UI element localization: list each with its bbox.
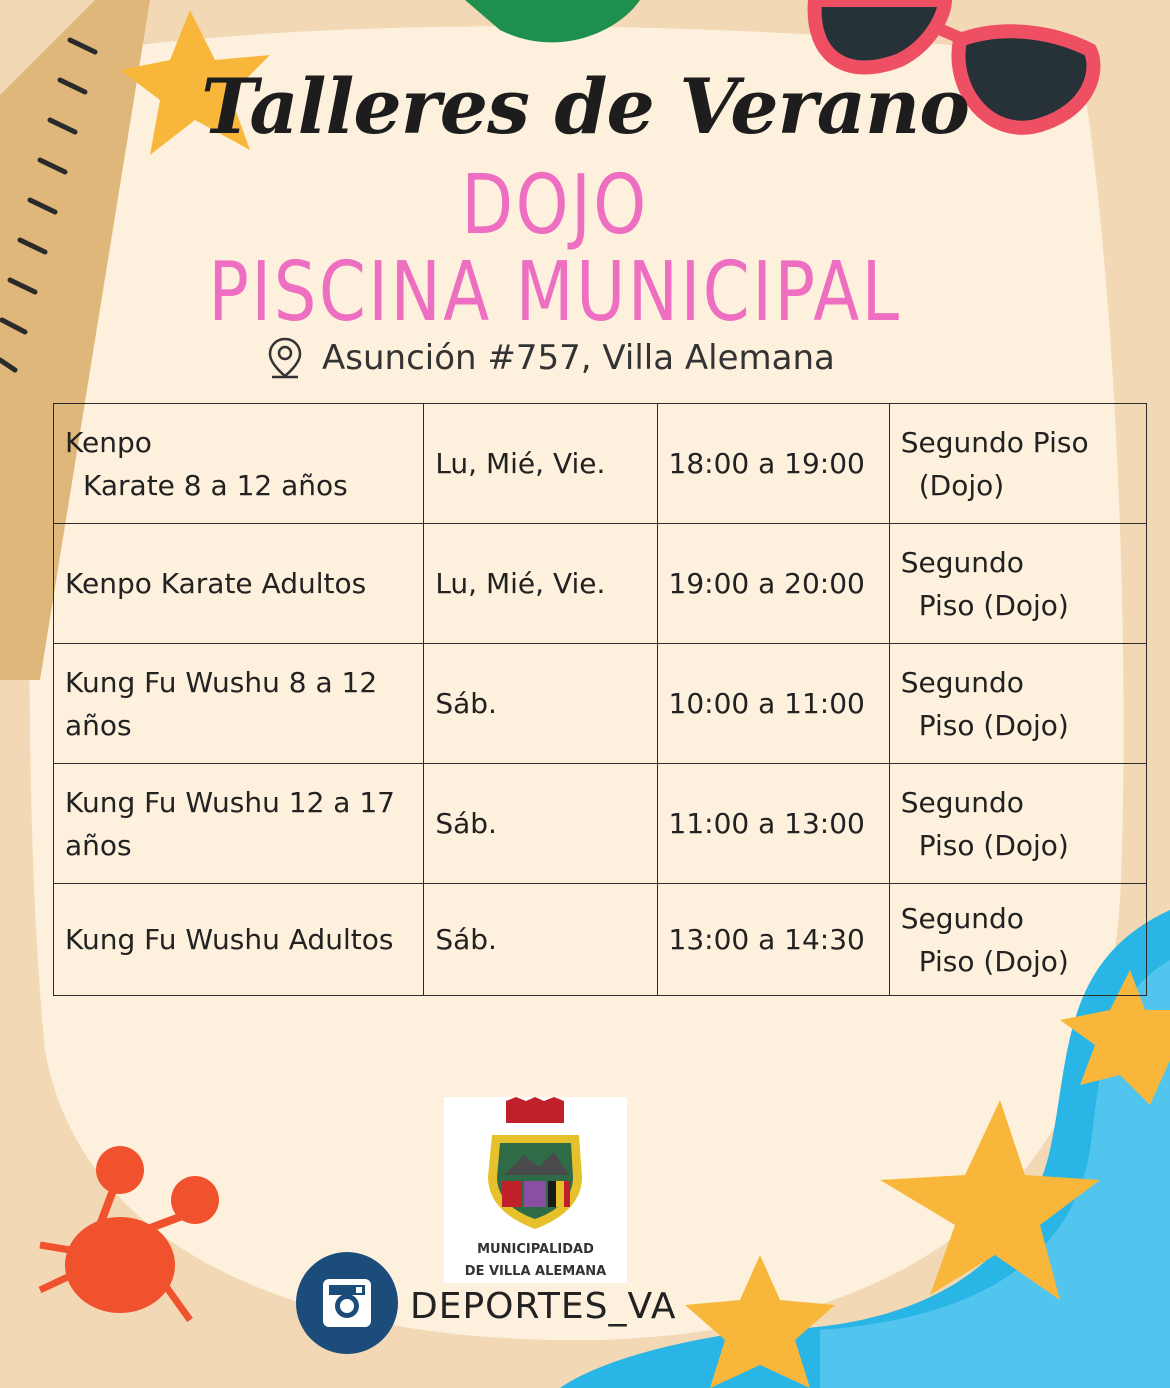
days-cell: Sáb. [424,764,657,884]
activity-cell: Kung Fu Wushu Adultos [54,884,424,996]
address [266,336,835,380]
activity-cell [54,644,424,764]
place-text: Piso (Dojo) [918,828,1069,862]
days-cell: Lu, Mié, Vie. [424,524,657,644]
days-cell: Sáb. [424,644,657,764]
place-cell [889,524,1146,644]
place-cell [889,404,1146,524]
place-cell [889,884,1146,996]
place-text: Segundo [900,665,1024,699]
activity-text: años [65,708,132,742]
place-cell [889,764,1146,884]
place-text: Piso (Dojo) [918,944,1069,978]
time-cell: 13:00 a 14:30 [657,884,889,996]
time-cell: 10:00 a 11:00 [657,644,889,764]
schedule-table [53,403,1147,996]
activity-text: Karate 8 a 12 años [83,468,348,502]
logo-line-1: MUNICIPALIDAD [477,1242,594,1257]
activity-cell [54,404,424,524]
venue-name: DOJO [461,158,649,253]
days-cell: Sáb. [424,884,657,996]
place-text: Piso (Dojo) [918,588,1069,622]
table-row [54,884,1147,996]
social-handle[interactable]: DEPORTES_VA [410,1286,677,1327]
activity-text: Kung Fu Wushu 8 a 12 [65,665,378,699]
activity-cell [54,764,424,884]
instagram-icon [296,1252,398,1354]
place-cell [889,644,1146,764]
poster-title: Talleres de Verano [201,62,969,151]
place-text: Piso (Dojo) [918,708,1069,742]
place-text: Segundo [900,901,1024,935]
address-text: Asunción #757, Villa Alemana [322,338,835,378]
place-text: Segundo [900,785,1024,819]
activity-cell: Kenpo Karate Adultos [54,524,424,644]
activity-text: Kenpo [65,425,152,459]
place-text: (Dojo) [918,468,1005,502]
venue-subname: PISCINA MUNICIPAL [208,245,902,340]
logo-line-2: DE VILLA ALEMANA [464,1264,607,1279]
instagram-badge[interactable] [296,1252,398,1354]
location-pin-icon [266,336,304,380]
time-cell: 18:00 a 19:00 [657,404,889,524]
table-row [54,404,1147,524]
place-text: Segundo Piso [900,425,1089,459]
table-row [54,524,1147,644]
activity-text: años [65,828,132,862]
time-cell: 19:00 a 20:00 [657,524,889,644]
activity-text: Kung Fu Wushu 12 a 17 [65,785,395,819]
days-cell: Lu, Mié, Vie. [424,404,657,524]
municipality-logo [444,1097,627,1283]
time-cell: 11:00 a 13:00 [657,764,889,884]
place-text: Segundo [900,545,1024,579]
coat-of-arms-icon [444,1097,627,1237]
table-row [54,644,1147,764]
table-row [54,764,1147,884]
